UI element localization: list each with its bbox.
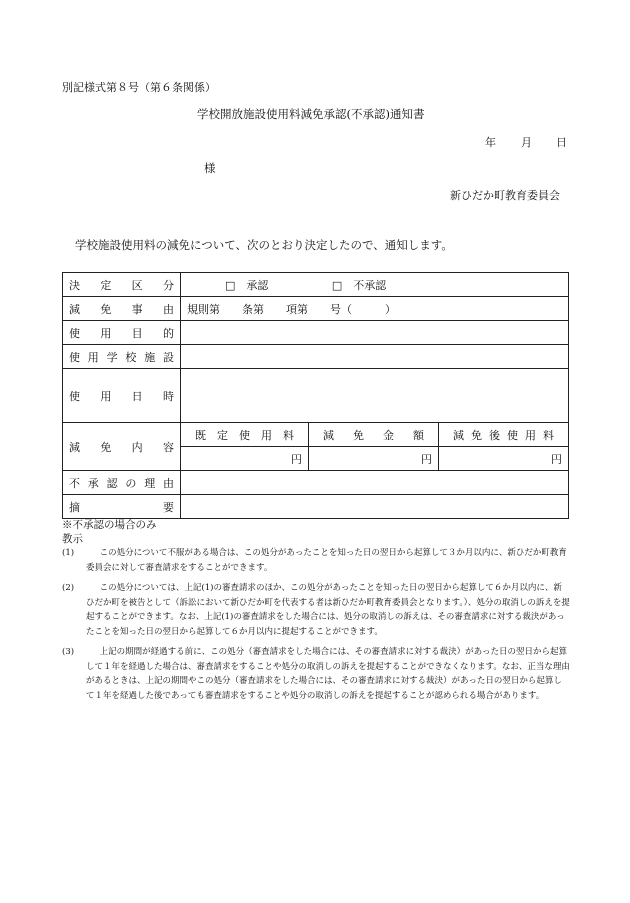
- row-decision: [63, 273, 569, 297]
- instruction-notes: [62, 546, 570, 709]
- after-amount[interactable]: 円: [439, 447, 569, 471]
- issuer: 新ひだか町教育委員会: [450, 189, 560, 202]
- row-purpose: [63, 321, 569, 345]
- form-label: 別記様式第８号（第６条関係）: [62, 81, 216, 94]
- col-after-cell: [439, 423, 569, 447]
- row-facility: [63, 345, 569, 369]
- row-disapproval-reason: [63, 471, 569, 495]
- reason-value[interactable]: 規則第 条第 項第 号（ ）: [181, 297, 569, 321]
- footnote: ※不承認の場合のみ: [62, 519, 157, 531]
- remarks-label: 摘 要: [69, 500, 174, 514]
- datetime-label: 使 用 日 時: [69, 389, 174, 403]
- decision-table: [62, 272, 569, 519]
- date-year: 年: [485, 136, 496, 149]
- note-number: (3): [62, 647, 75, 657]
- intro-text: 学校施設使用料の減免について、次のとおり決定したので、通知します。: [75, 238, 453, 252]
- note-text: この処分については、上記(1)の審査請求のほか、この処分があったことを知った日の翌日から起算して６か月以内に、新ひだか町を被告として（訴訟において新ひだか町を代表する者は新ひだか町教育委員会となります。）、処分の取消しの訴えを提起することができます。なお、上記(1)の審査請求をした場合には、処分の取消しの訴えは、その審査請求に対する裁決があったことを知った日の翌日から起算して６か月以内に提起することができます。: [86, 583, 570, 637]
- disapproval-reason-value[interactable]: [181, 471, 569, 495]
- col-reduction-label: 減 免 金 額: [323, 428, 424, 442]
- facility-value[interactable]: [181, 345, 569, 369]
- purpose-label: 使 用 目 的: [69, 326, 174, 340]
- remarks-label-cell: [63, 495, 181, 519]
- purpose-label-cell: [63, 321, 181, 345]
- disapproval-reason-label: 不 承 認 の 理 由: [69, 476, 174, 490]
- instruction-heading: 教示: [62, 533, 83, 545]
- date-day: 日: [556, 136, 567, 149]
- col-after-label: 減 免 後 使 用 料: [453, 428, 554, 442]
- date-month: 月: [521, 136, 532, 149]
- row-remarks: [63, 495, 569, 519]
- datetime-label-cell: [63, 369, 181, 423]
- remarks-value[interactable]: [181, 495, 569, 519]
- disapproval-reason-label-cell: [63, 471, 181, 495]
- decision-value-cell: [181, 273, 569, 297]
- note-number: (1): [62, 548, 75, 558]
- document-title: 学校開放施設使用料減免承認(不承認)通知書: [197, 107, 425, 121]
- note-item: [62, 645, 570, 703]
- reason-label: 減 免 事 由: [69, 302, 174, 316]
- facility-label: 使 用 学 校 施 設: [69, 350, 174, 364]
- purpose-value[interactable]: [181, 321, 569, 345]
- reduction-amount[interactable]: 円: [309, 447, 439, 471]
- note-text: この処分について不服がある場合は、この処分があったことを知った日の翌日から起算して３か月以内に、新ひだか町教育委員会に対して審査請求をすることができます。: [86, 548, 567, 573]
- approve-checkbox[interactable]: □ 承認: [225, 278, 269, 292]
- datetime-value[interactable]: [181, 369, 569, 423]
- col-fee-label: 既 定 使 用 料: [195, 428, 294, 442]
- addressee-suffix: 様: [204, 161, 216, 175]
- row-datetime: [63, 369, 569, 423]
- note-text: 上記の期間が経過する前に、この処分（審査請求をした場合には、その審査請求に対する裁決）があった日の翌日から起算して１年を経過した場合は、審査請求をすることや処分の取消しの訴えを提起することができなくなります。なお、正当な理由があるときは、上記の期間やこの処分（審査請求をした場合には、その審査請求に対する裁決）があった日の翌日から起算して１年を経過した後であっても審査請求をすることや処分の取消しの訴えを提起することが認められる場合があります。: [86, 647, 570, 701]
- reason-label-cell: [63, 297, 181, 321]
- row-reason: [63, 297, 569, 321]
- decision-label-cell: [63, 273, 181, 297]
- decision-label: 決 定 区 分: [69, 278, 174, 292]
- disapprove-checkbox[interactable]: □ 不承認: [331, 278, 387, 292]
- content-label-cell: [63, 423, 181, 471]
- content-label: 減 免 内 容: [69, 440, 174, 454]
- note-item: [62, 581, 570, 639]
- col-reduction-cell: [309, 423, 439, 447]
- note-item: [62, 546, 570, 575]
- col-fee-cell: [181, 423, 309, 447]
- note-number: (2): [62, 583, 75, 593]
- facility-label-cell: [63, 345, 181, 369]
- row-content-header: [63, 423, 569, 447]
- fee-amount[interactable]: 円: [181, 447, 309, 471]
